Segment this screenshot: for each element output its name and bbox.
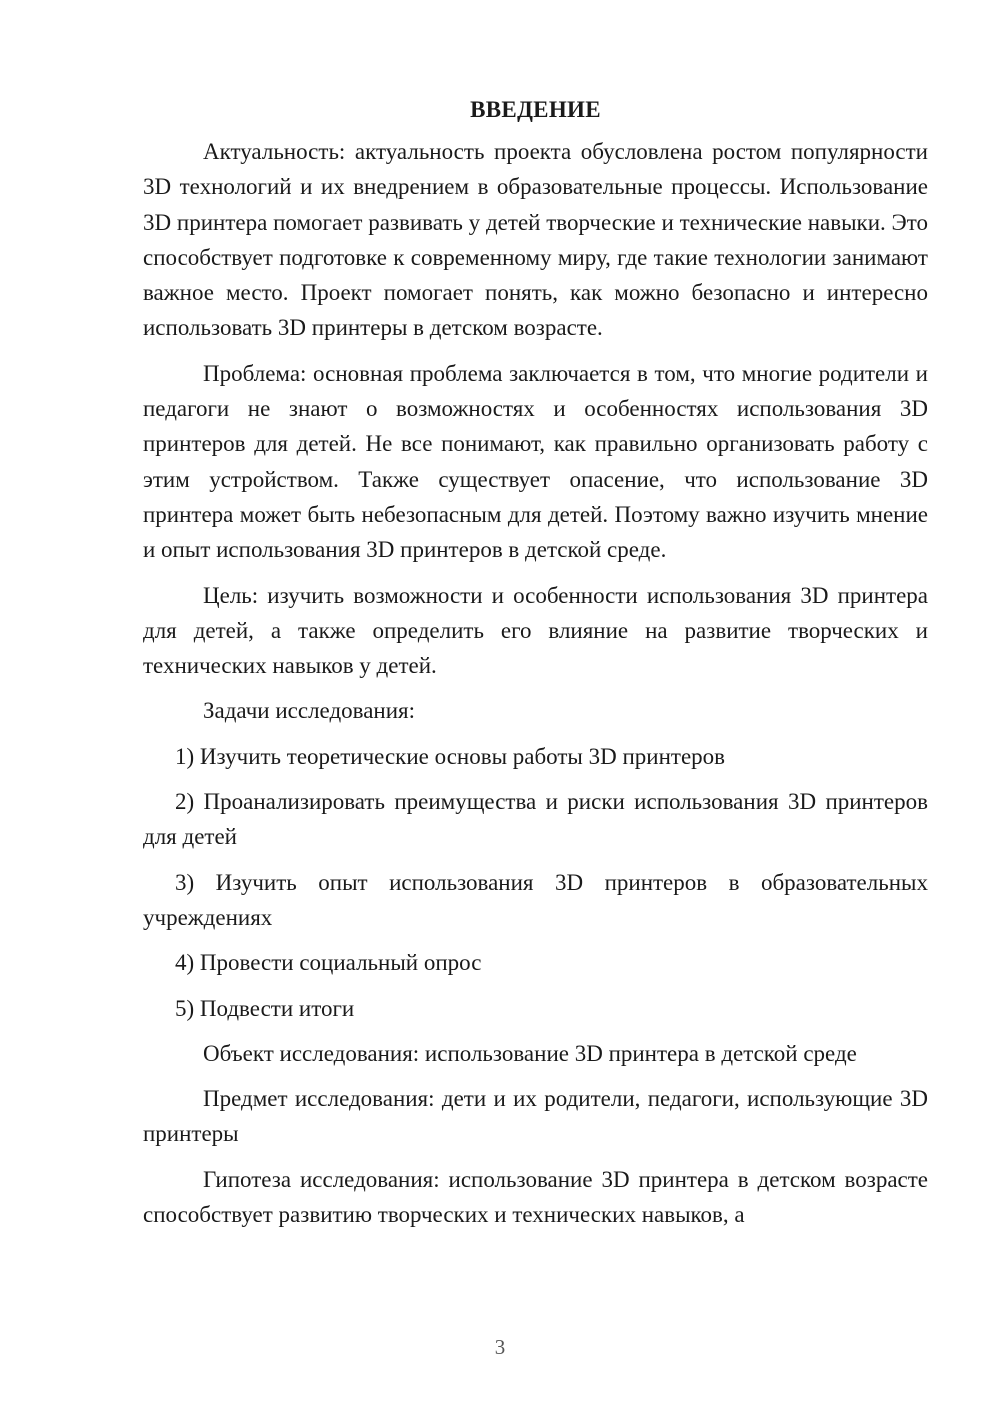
tasks-heading: Задачи исследования: [203, 698, 416, 724]
relevance-paragraph: Актуальность: актуальность проекта обусловлена ростом популярности 3D технологий и их внедрением в образовательные процессы. Использование 3D принтера помогает развивать у детей творческие и технические навыки. Это способствует подготовке к современному миру, где такие технологии занимают важное место. Проект помогает понять, как можно безопасно и интересно использовать 3D принтеры в детском возрасте. [143, 139, 928, 341]
page-number: 3 [494, 1335, 506, 1359]
task-item: 4) Провести социальный опрос [175, 950, 482, 976]
object-paragraph: Объект исследования: использование 3D принтера в детской среде [203, 1040, 857, 1066]
page-content [143, 92, 928, 1242]
section-title: ВВЕДЕНИЕ [470, 97, 601, 122]
task-item: 5) Подвести итоги [175, 995, 355, 1021]
subject-paragraph: Предмет исследования: дети и их родители, педагоги, использующие 3D принтеры [143, 1086, 928, 1147]
task-item: 3) Изучить опыт использования 3D принтеров в образовательных учреждениях [143, 869, 928, 930]
problem-paragraph: Проблема: основная проблема заключается в том, что многие родители и педагоги не знают о возможностях и особенностях использования 3D принтеров для детей. Не все понимают, как правильно организовать работу с этим устройством. Также существует опасение, что использование 3D принтера может быть небезопасным для детей. Поэтому важно изучить мнение и опыт использования 3D принтеров в детской среде. [143, 360, 928, 563]
goal-paragraph: Цель: изучить возможности и особенности использования 3D принтера для детей, а также определить его влияние на развитие творческих и технических навыков у детей. [143, 582, 928, 679]
task-item: 1) Изучить теоретические основы работы 3D принтеров [175, 743, 726, 769]
hypothesis-paragraph: Гипотеза исследования: использование 3D принтера в детском возрасте способствует развитию творческих и технических навыков, а [143, 1166, 928, 1228]
task-item: 2) Проанализировать преимущества и риски использования 3D принтеров для детей [143, 789, 928, 850]
